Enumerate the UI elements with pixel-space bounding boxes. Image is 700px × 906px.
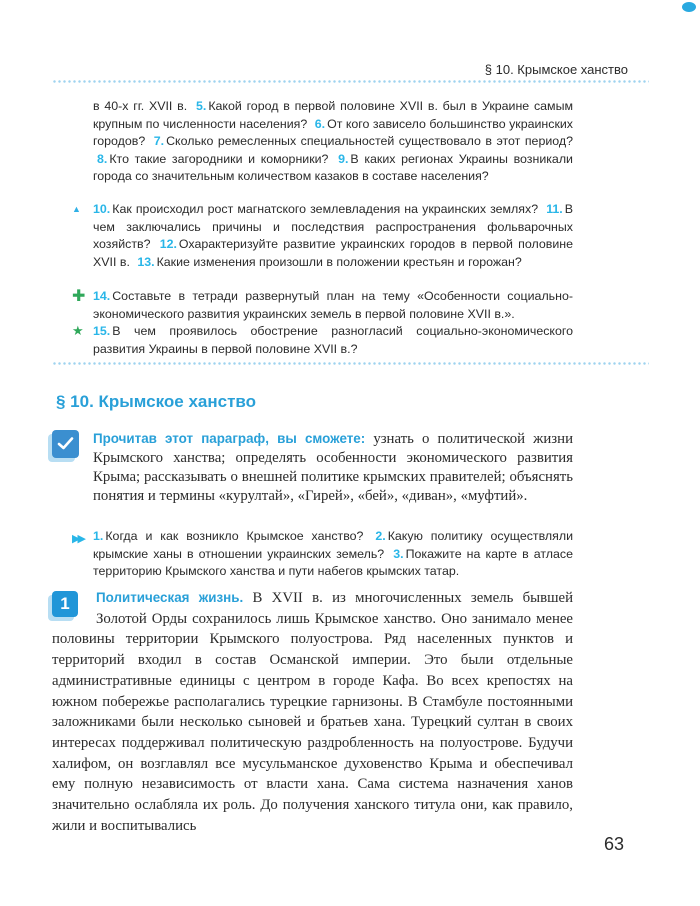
star-marker-icon: ★ (72, 323, 84, 338)
question-number: 8. (97, 151, 108, 166)
question-text: В каких регионах Украины возникали города со значительным количеством казаков в составе населения? (93, 151, 573, 184)
question-number: 14. (93, 289, 111, 303)
question-number: 7. (153, 134, 165, 149)
page-number: 63 (604, 834, 625, 854)
dotted-divider-top (52, 80, 649, 83)
question-text: Сколько ремесленных специальностей существовало в этот период? (166, 134, 573, 149)
running-header: § 10. Крымское ханство (484, 62, 628, 77)
question-number: 11. (546, 202, 563, 216)
question-text: Какой город в первой половине XVII в. был в Украине самым крупным по численности населения? (93, 99, 573, 131)
question-text: В чем заключались причины и последствия распространения фольварочных хозяйств? (93, 202, 573, 252)
question-number: 2. (375, 529, 386, 543)
fast-forward-icon: ▶▶ (72, 533, 83, 545)
objectives-lead: Прочитав этот параграф, вы сможете: (93, 431, 366, 446)
question-text: в 40-х гг. XVII в. (93, 99, 188, 113)
questions-group-2 (93, 201, 573, 271)
question-number: 1. (93, 529, 104, 543)
question-number: 10. (93, 202, 111, 216)
question-text: Какую политику осуществляли крымские ханы в отношении украинских земель? (93, 529, 573, 561)
question-number: 13. (137, 254, 155, 269)
questions-group-1 (93, 98, 573, 186)
question-number: 12. (159, 237, 177, 252)
objectives-text: узнать о политической жизни Крымского ханства; определять особенности экономического развития Крыма; рассказывать о внешней политике крымских правителей; объяснять понятия и термины «курултай», «Гирей», «бей», «диван», «муфтий». (93, 431, 573, 504)
question-number: 6. (314, 116, 326, 131)
question-text: В чем проявилось обострение разногласий социально-экономического развития Украины в первой половине XVII в.? (93, 324, 573, 356)
question-number: 15. (93, 324, 111, 338)
question-number: 5. (195, 99, 207, 113)
checkmark-icon (52, 430, 79, 458)
subsection-body (52, 588, 573, 836)
publisher-logo-icon (682, 2, 696, 12)
question-text: Как происходил рост магнатского землевладения на украинских землях? (112, 202, 539, 216)
triangle-marker-icon: ▲ (72, 204, 81, 214)
question-number: 9. (338, 151, 349, 166)
question-number: 3. (393, 546, 404, 561)
plus-marker-icon: ✚ (72, 288, 86, 305)
question-text: Составьте в тетради развернутый план на тему «Особенности социально-экономического развития украинских земель в первой половине XVII в.». (93, 289, 573, 321)
pre-reading-questions (93, 528, 573, 581)
question-text: Охарактеризуйте развитие украинских городов в первой половине XVII в. (93, 237, 573, 269)
question-text: Покажите на карте в атласе территорию Крымского ханства и пути набегов крымских татар. (93, 546, 573, 579)
question-text: От кого зависело большинство украинских городов? (93, 116, 573, 149)
question-text: Кто такие загородники и коморники? (109, 151, 329, 166)
subsection-lead: Политическая жизнь. (96, 590, 244, 605)
questions-group-4 (93, 323, 573, 358)
subsection-number-badge: 1 (52, 591, 78, 617)
questions-group-3 (93, 288, 573, 323)
question-text: Какие изменения произошли в положении крестьян и горожан? (156, 254, 522, 269)
learning-objectives (93, 429, 573, 506)
section-title: § 10. Крымское ханство (56, 392, 257, 411)
subsection-text: В XVII в. из многочисленных земель бывшей Золотой Орды сохранилось лишь Крымское ханство. Оно занимало менее половины территории Крымского полуострова. Ряд населенных пунктов и территорий входил в состав Османской империи. Это были отдельные административные единицы с центром в городе Кафа. Во всех крепостях на южном побережье располагались турецкие гарнизоны. В Стамбуле постоянными заложниками были несколько сыновей и братьев хана. Турецкий султан в своих интересах поддерживал политическую раздробленность на полуострове. Будучи халифом, он возглавлял все мусульманское духовенство Крыма и обеспечивал ему полную независимость от власти хана. Сама система назначения ханов значительно ослабляла их роль. До получения ханского титула они, как правило, жили и воспитывались (52, 590, 573, 834)
question-text: Когда и как возникло Крымское ханство? (105, 529, 364, 543)
dotted-divider-middle (52, 362, 649, 365)
